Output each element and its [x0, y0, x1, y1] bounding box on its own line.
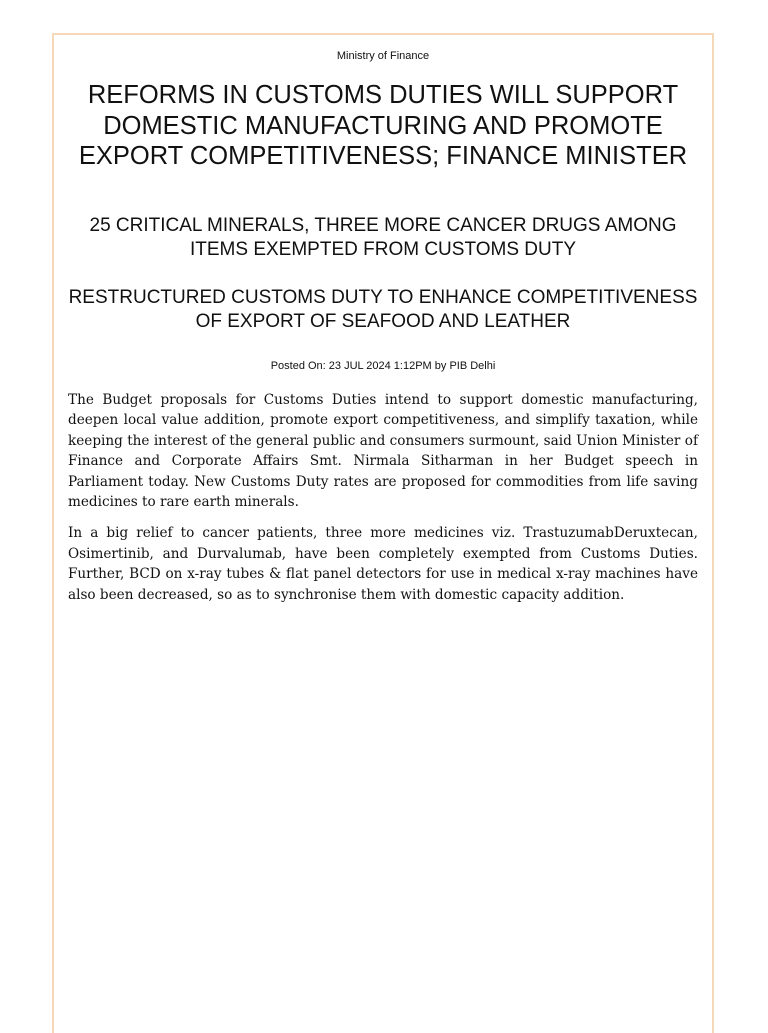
subheading-minerals: 25 CRITICAL MINERALS, THREE MORE CANCER DRUGS AMONG ITEMS EXEMPTED FROM CUSTOMS DUTY [89, 214, 677, 260]
page-frame [52, 33, 714, 1033]
paragraph-cancer-drugs: In a big relief to cancer patients, three more medicines viz. TrastuzumabDeruxtecan, Osimertinib, and Durvalumab, have been completely exempted from Customs Duties. Further, BCD on x-ray tubes & flat panel detectors for use in medical x-ray machines have also been decreased, so as to synchronise them with domestic capacity addition. [68, 525, 698, 603]
page-title: REFORMS IN CUSTOMS DUTIES WILL SUPPORT DOMESTIC MANUFACTURING AND PROMOTE EXPORT COMPETITIVENESS; FINANCE MINISTER [78, 81, 688, 170]
article [68, 35, 698, 605]
posted-date: Posted On: 23 JUL 2024 1:12PM by PIB Delhi [270, 359, 496, 372]
paragraph-customs-proposals: The Budget proposals for Customs Duties intend to support domestic manufacturing, deepen local value addition, promote export competitiveness, and simplify taxation, while keeping the interest of the general public and consumers surmount, said Union Minister of Finance and Corporate Affairs Smt. Nirmala Sitharman in her Budget speech in Parliament today. New Customs Duty rates are proposed for commodities from life saving medicines to rare earth minerals. [68, 391, 698, 511]
ministry-label: Ministry of Finance [336, 50, 430, 62]
subheading-seafood-leather: RESTRUCTURED CUSTOMS DUTY TO ENHANCE COMPETITIVENESS OF EXPORT OF SEAFOOD AND LEATHER [68, 286, 698, 332]
